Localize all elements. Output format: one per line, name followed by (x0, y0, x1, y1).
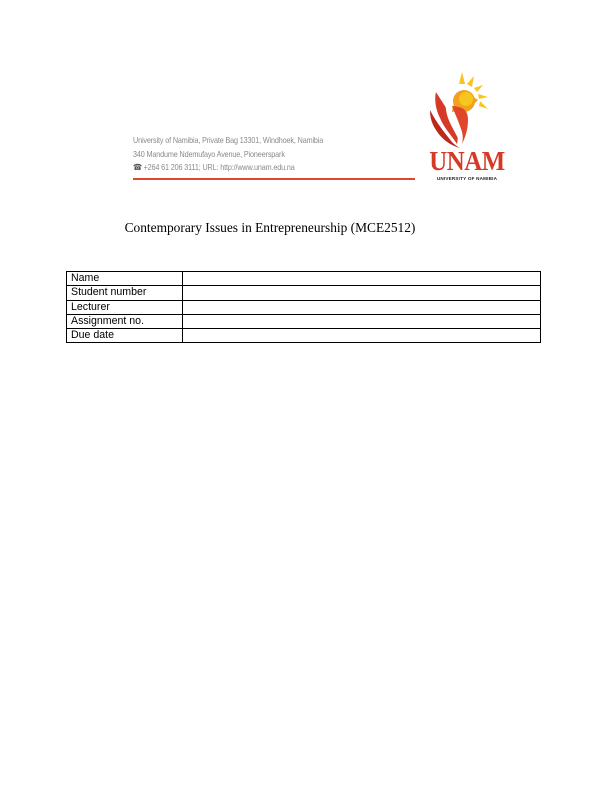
row-value[interactable] (183, 300, 541, 314)
logo-subtitle: UNIVERSITY OF NAMIBIA (436, 176, 498, 181)
row-value[interactable] (183, 272, 541, 286)
table-row (67, 314, 541, 328)
row-label: Student number (67, 286, 183, 300)
address-line-2: 340 Mandume Ndemufayo Avenue, Pioneerspark (133, 148, 285, 159)
table-row (67, 300, 541, 314)
table-row (67, 272, 541, 286)
phone-icon: ☎ (133, 162, 142, 172)
address-line-1: University of Namibia, Private Bag 13301, Windhoek, Namibia (133, 135, 324, 145)
student-info-table (66, 271, 541, 343)
logo-wordmark: UNAM (429, 146, 505, 176)
letterhead-address (133, 134, 323, 175)
row-label: Name (67, 272, 183, 286)
row-value[interactable] (183, 314, 541, 328)
course-title: Contemporary Issues in Entrepreneurship (MCE2512) (124, 220, 416, 235)
row-label: Due date (67, 329, 183, 343)
contact-text: +264 61 206 3111; URL: http://www.unam.edu.na (143, 162, 295, 172)
table-row (67, 329, 541, 343)
row-label: Lecturer (67, 300, 183, 314)
row-value[interactable] (183, 286, 541, 300)
unam-logo (422, 70, 514, 186)
row-value[interactable] (183, 329, 541, 343)
row-label: Assignment no. (67, 314, 183, 328)
letterhead-divider (133, 178, 415, 180)
address-line-3 (133, 161, 323, 175)
unam-emblem-icon (422, 70, 514, 150)
table-row (67, 286, 541, 300)
